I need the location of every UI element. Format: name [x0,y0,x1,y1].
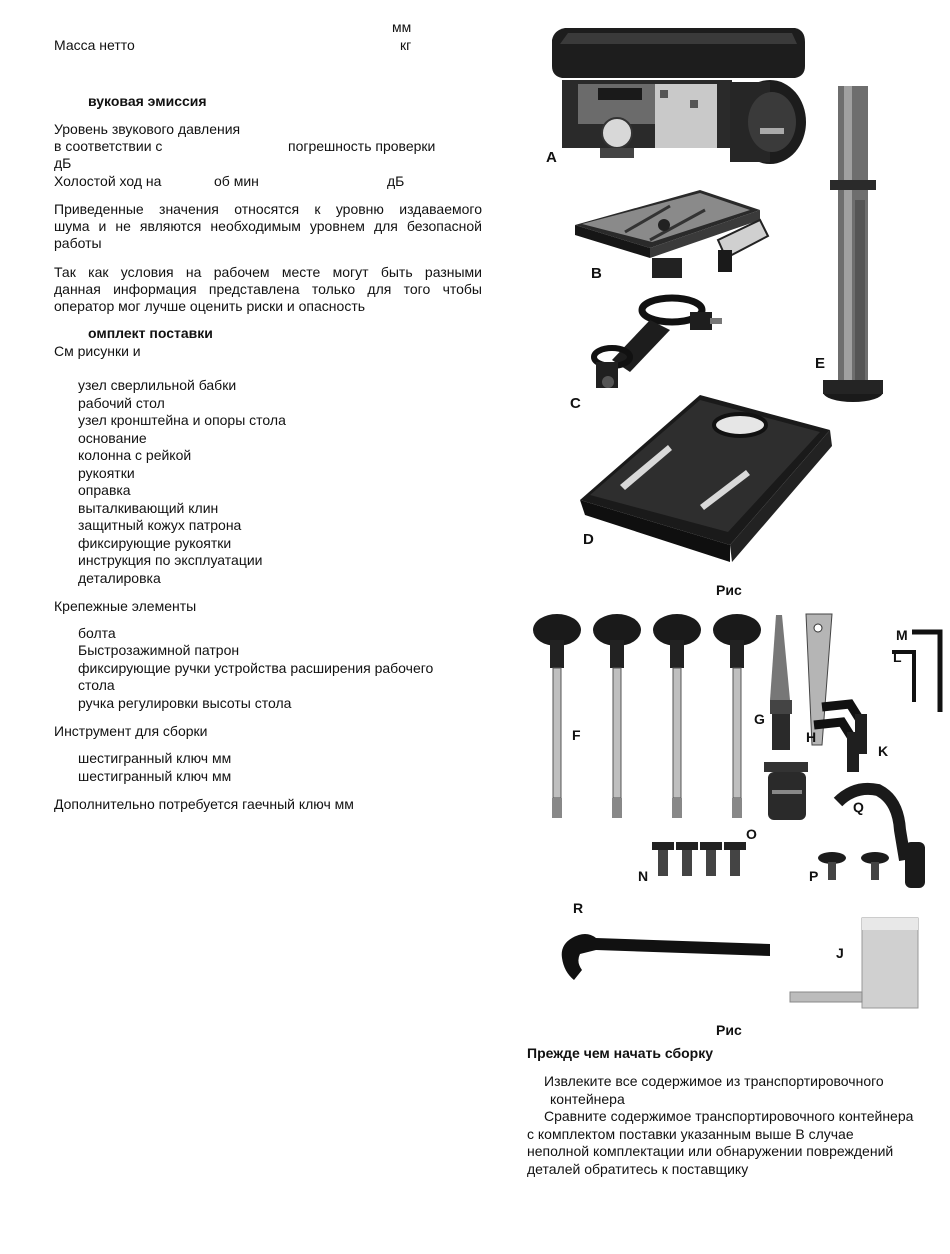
label-l: L [893,649,902,665]
guard-part-j [790,918,918,1008]
assembly-step2b: с комплектом поставки указанным выше В случае [527,1126,854,1142]
label-a: A [546,149,557,166]
noise-para2-l3: оператор мог лучше оценить риски и опасность [54,298,366,314]
delivery-item: защитный кожух патрона [78,517,242,533]
fastener-item: Быстрозажимной патрон [78,642,240,658]
delivery-item: узел кронштейна и опоры стола [78,412,286,428]
chuck-part-o [764,762,808,820]
assembly-step1a: Извлеките все содержимое из транспортировочного [544,1073,884,1089]
delivery-item: узел сверлильной бабки [78,377,237,393]
bolts-part-n [652,842,746,876]
knobs-part-p [818,852,889,880]
hex-keys-parts-m-l [892,632,940,712]
label-g: G [754,711,765,727]
handles-part-f [533,614,761,818]
noise-line4a: Холостой ход на [54,173,162,189]
delivery-item: рабочий стол [78,395,165,411]
delivery-item: фиксирующие рукоятки [78,535,232,551]
kg-unit: кг [400,37,412,53]
figure-1-caption: Рис [716,582,742,598]
delivery-item: деталировка [78,570,161,586]
fastener-item: ручка регулировки высоты стола [78,695,292,711]
delivery-item: выталкивающий клин [78,500,219,516]
label-n: N [638,868,649,884]
label-f: F [572,727,581,743]
delivery-item: инструкция по эксплуатации [78,552,263,568]
label-p: P [809,868,819,884]
label-k: K [878,743,889,759]
label-d: D [583,531,594,548]
assembly-heading: Прежде чем начать сборку [527,1045,713,1061]
arbor-part-g [770,615,792,750]
fasteners-heading: Крепежные элементы [54,598,197,614]
delivery-item: оправка [78,482,131,498]
delivery-item: рукоятки [78,465,135,481]
figure-2-caption: Рис [716,1022,742,1038]
label-r: R [573,900,584,916]
label-b: B [591,265,602,282]
net-mass-label: Масса нетто [54,37,135,53]
noise-line4b: об мин [214,173,259,189]
label-j: J [836,945,844,961]
assembly-step1b: контейнера [550,1091,625,1107]
wrench-part-r [562,934,770,980]
assembly-step2c: неполной комплектации или обнаружении повреждений [527,1143,894,1159]
fastener-item: стола [78,677,115,693]
noise-line1: Уровень звукового давления [54,121,241,137]
label-e: E [815,355,826,372]
noise-para1-l3: работы [54,235,102,251]
mm-unit: мм [392,19,412,35]
noise-line2b: погрешность проверки [288,138,436,154]
label-m: M [896,627,908,643]
noise-line2a: в соответствии с [54,138,163,154]
noise-para2-l1: Так как условия на рабочем месте могут быть разными [54,264,482,280]
delivery-heading: омплект поставки [88,325,213,341]
tools-heading: Инструмент для сборки [54,723,208,739]
noise-line4c: дБ [387,173,405,189]
crank-handle-part-q [838,789,925,888]
tool-item: шестигранный ключ мм [78,750,232,766]
extra-tool-note: Дополнительно потребуется гаечный ключ мм [54,796,354,812]
see-figures: См рисунки и [54,343,141,359]
label-c: C [570,395,581,412]
assembly-step2d: деталей обратитесь к поставщику [527,1161,749,1177]
fastener-item: болта [78,625,116,641]
delivery-item: колонна с рейкой [78,447,192,463]
delivery-item: основание [78,430,147,446]
label-o: O [746,826,757,842]
label-q: Q [853,799,864,815]
assembly-step2a: Сравните содержимое транспортировочного контейнера [544,1108,914,1124]
fastener-item: фиксирующие ручки устройства расширения рабочего [78,660,434,676]
noise-line3: дБ [54,155,72,171]
tool-item: шестигранный ключ мм [78,768,232,784]
noise-para1-l2: шума и не являются необходимым уровнем для безопасной [54,218,482,234]
noise-para1-l1: Приведенные значения относятся к уровню издаваемого [54,201,482,217]
noise-heading: вуковая эмиссия [88,93,207,109]
label-h: H [806,729,817,745]
noise-para2-l2: данная информация представлена только для того чтобы [54,281,482,297]
